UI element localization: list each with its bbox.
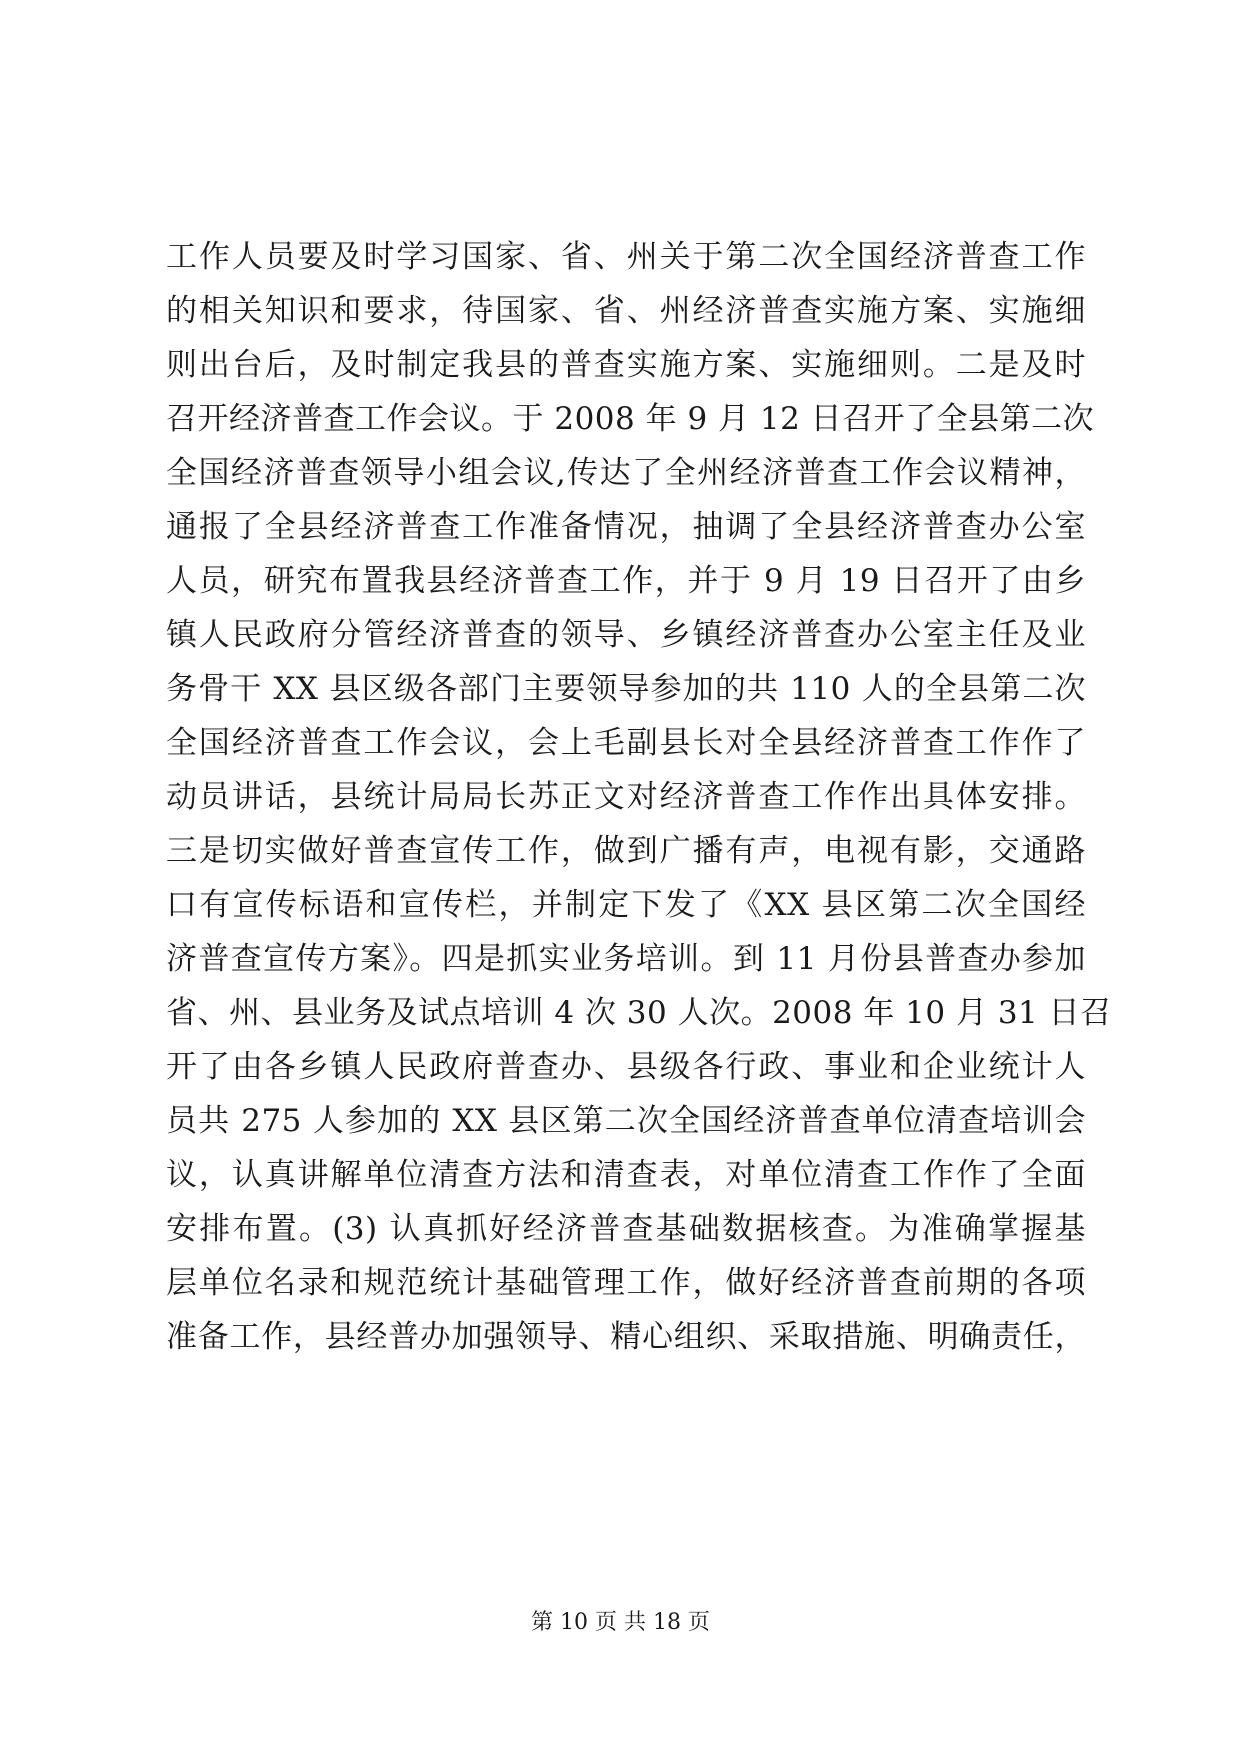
text-line-14: 济普查宣传方案》。四是抓实业务培训。到 11 月份县普查办参加 — [166, 941, 1086, 977]
text-line-3: 则出台后，及时制定我县的普查实施方案、实施细则。二是及时 — [166, 347, 1086, 383]
text-line-1: 工作人员要及时学习国家、省、州关于第二次全国经济普查工作 — [166, 239, 1086, 275]
text-line-19: 安排布置。(3) 认真抓好经济普查基础数据核查。为准确掌握基 — [166, 1211, 1086, 1247]
text-line-13: 口有宣传标语和宣传栏，并制定下发了《XX 县区第二次全国经 — [166, 887, 1086, 923]
text-line-10: 全国经济普查工作会议，会上毛副县长对全县经济普查工作作了 — [166, 725, 1086, 761]
text-line-21: 准备工作，县经普办加强领导、精心组织、采取措施、明确责任， — [166, 1319, 1086, 1355]
text-line-8: 镇人民政府分管经济普查的领导、乡镇经济普查办公室主任及业 — [166, 617, 1086, 653]
text-line-18: 议，认真讲解单位清查方法和清查表，对单位清查工作作了全面 — [166, 1157, 1086, 1193]
text-line-4: 召开经济普查工作会议。于 2008 年 9 月 12 日召开了全县第二次 — [166, 401, 1095, 437]
text-line-11: 动员讲话，县统计局局长苏正文对经济普查工作作出具体安排。 — [166, 779, 1086, 815]
text-line-12: 三是切实做好普查宣传工作，做到广播有声，电视有影，交通路 — [166, 833, 1086, 869]
page-number-footer: 第 10 页 共 18 页 — [531, 1610, 710, 1635]
text-line-9: 务骨干 XX 县区级各部门主要领导参加的共 110 人的全县第二次 — [166, 671, 1086, 707]
body-text — [166, 230, 1112, 1364]
text-line-17: 员共 275 人参加的 XX 县区第二次全国经济普查单位清查培训会 — [166, 1103, 1086, 1139]
text-line-6: 通报了全县经济普查工作准备情况，抽调了全县经济普查办公室 — [166, 509, 1086, 545]
text-line-2: 的相关知识和要求，待国家、省、州经济普查实施方案、实施细 — [166, 293, 1086, 329]
text-line-16: 开了由各乡镇人民政府普查办、县级各行政、事业和企业统计人 — [166, 1049, 1086, 1085]
text-line-5: 全国经济普查领导小组会议,传达了全州经济普查工作会议精神， — [166, 455, 1086, 491]
text-line-15: 省、州、县业务及试点培训 4 次 30 人次。2008 年 10 月 31 日召 — [166, 995, 1112, 1031]
text-line-20: 层单位名录和规范统计基础管理工作，做好经济普查前期的各项 — [166, 1265, 1086, 1301]
text-line-7: 人员，研究布置我县经济普查工作，并于 9 月 19 日召开了由乡 — [166, 563, 1086, 599]
